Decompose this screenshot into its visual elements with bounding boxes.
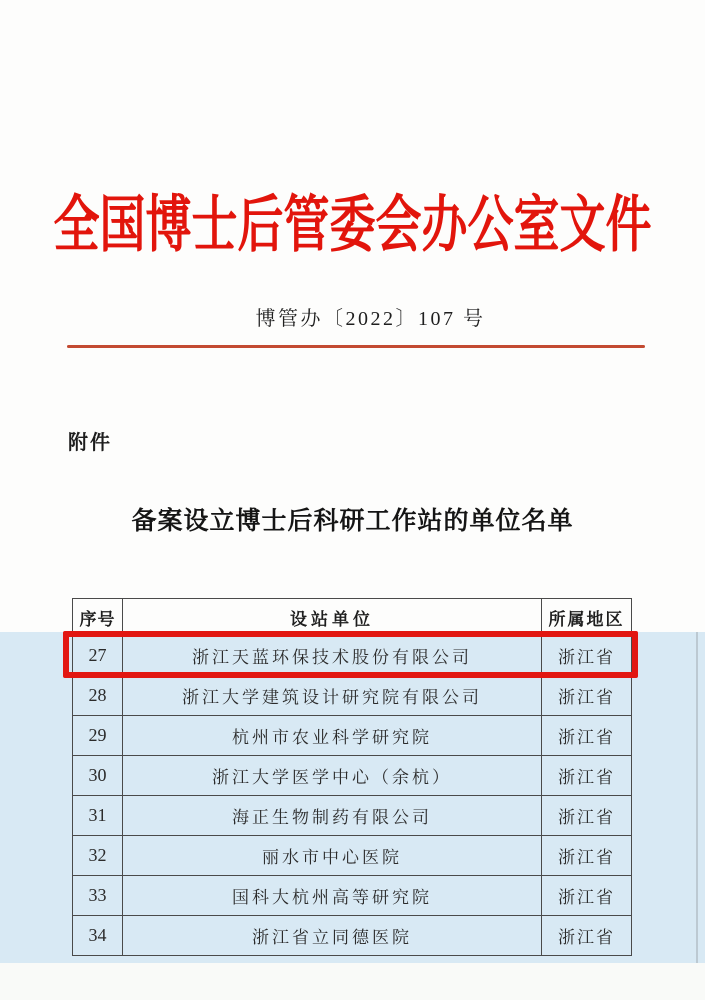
- table-row: [73, 676, 632, 716]
- units-table: [72, 598, 632, 956]
- unit-name-cell: 浙江大学医学中心（余杭）: [123, 756, 542, 796]
- region-cell: 浙江省: [542, 716, 632, 756]
- scan-edge-line: [696, 632, 698, 963]
- region-cell: 浙江省: [542, 676, 632, 716]
- row-number-cell: 29: [73, 716, 123, 756]
- scan-bottom-strip: [0, 963, 705, 1000]
- table-row: [73, 716, 632, 756]
- table-row: [73, 916, 632, 956]
- table-title: 备案设立博士后科研工作站的单位名单: [131, 508, 574, 535]
- region-cell: 浙江省: [542, 876, 632, 916]
- row-number-cell: 28: [73, 676, 123, 716]
- row-number-cell: 27: [73, 636, 123, 676]
- attachment-label: 附件: [68, 432, 112, 454]
- column-header-region: 所属地区: [542, 599, 632, 636]
- table-row: [73, 796, 632, 836]
- row-number-cell: 33: [73, 876, 123, 916]
- region-cell: 浙江省: [542, 796, 632, 836]
- document-number: 博管办〔2022〕107 号: [255, 308, 486, 330]
- table-row: [73, 876, 632, 916]
- table-row-highlighted: [73, 636, 632, 676]
- table-row: [73, 836, 632, 876]
- unit-name-cell: 丽水市中心医院: [123, 836, 542, 876]
- region-cell: 浙江省: [542, 636, 632, 676]
- unit-name-cell: 浙江省立同德医院: [123, 916, 542, 956]
- unit-name-cell: 海正生物制药有限公司: [123, 796, 542, 836]
- unit-name-cell: 浙江天蓝环保技术股份有限公司: [123, 636, 542, 676]
- row-number-cell: 34: [73, 916, 123, 956]
- column-header-unit: 设站单位: [123, 599, 542, 636]
- column-header-no: 序号: [73, 599, 123, 636]
- region-cell: 浙江省: [542, 836, 632, 876]
- region-cell: 浙江省: [542, 916, 632, 956]
- row-number-cell: 30: [73, 756, 123, 796]
- region-cell: 浙江省: [542, 756, 632, 796]
- document-header-title: 全国博士后管委会办公室文件: [53, 190, 652, 260]
- red-divider-rule: [67, 345, 645, 348]
- unit-name-cell: 浙江大学建筑设计研究院有限公司: [123, 676, 542, 716]
- row-number-cell: 31: [73, 796, 123, 836]
- row-number-cell: 32: [73, 836, 123, 876]
- table-row: [73, 756, 632, 796]
- unit-name-cell: 国科大杭州高等研究院: [123, 876, 542, 916]
- unit-name-cell: 杭州市农业科学研究院: [123, 716, 542, 756]
- table-header-row: [73, 599, 632, 636]
